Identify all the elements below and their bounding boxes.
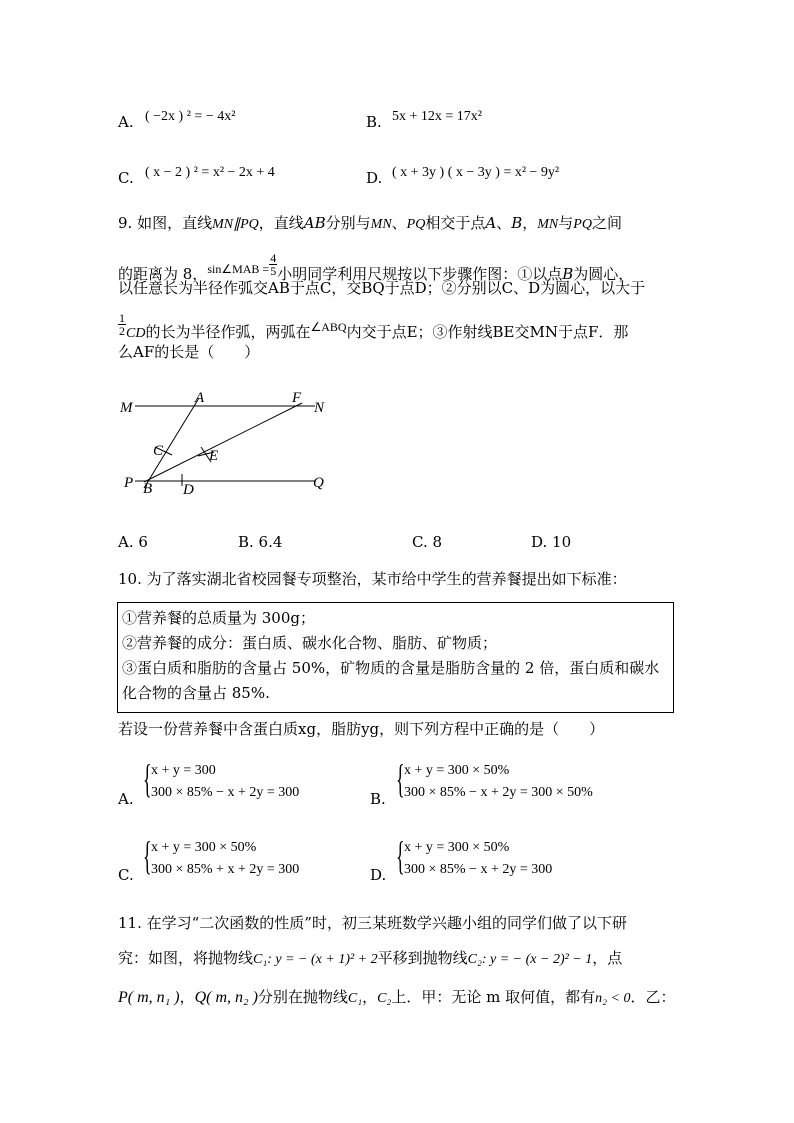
q9-stem-line-3: 以任意长为半径作弧交AB于点C，交BQ于点D；②分别以C、D为圆心，以大于 bbox=[118, 279, 646, 297]
label-b: B bbox=[143, 481, 153, 497]
q9-option-a: A. 6 bbox=[118, 533, 148, 551]
q11-c1-equation: C₁: y = − (x + 1)² + 2 bbox=[253, 952, 378, 967]
q10-option-a-label: A. bbox=[118, 790, 134, 808]
q11-stem-line-3: P( m, n₁ )，Q( m, n₂ )分别在抛物线C₁，C₂上．甲：无论 m 取何值，都有n₂ < 0．乙： bbox=[118, 988, 676, 1006]
q8-option-b-expression: 5x + 12x = 17x² bbox=[392, 109, 482, 124]
q9-stem-line-4: $\frac{1}{2}$ CD的长为半径作弧，两弧在$^{\angle ABQ}$内交于点E；③作射线BE交MN于点F．那 bbox=[119, 311, 629, 341]
q10-stem: 10. 为了落实湖北省校园餐专项整治，某市给中学生的营养餐提出如下标准： bbox=[118, 570, 627, 588]
q9-sin-expression: sin∠MAB = bbox=[207, 262, 270, 276]
label-a: A bbox=[195, 390, 205, 406]
q10-standard-1: ①营养餐的总质量为 300g； bbox=[122, 609, 316, 627]
q8-option-a-expression: ( −2x ) ² = − 4x² bbox=[145, 109, 236, 124]
q11-c2-equation: C₂: y = − (x − 2)² − 1 bbox=[467, 952, 593, 967]
label-c: C bbox=[153, 443, 164, 459]
q11-stem-line-2: 究：如图，将抛物线C₁: y = − (x + 1)² + 2平移到抛物线C₂: y = − (x − 2)² − 1，点 bbox=[118, 949, 623, 967]
q9-stem-line-5: 么AF的长是（ ） bbox=[118, 343, 260, 361]
q10-option-b-label: B. bbox=[370, 790, 386, 808]
q9-stem-line-2: 的距离为 8，$^{sin\angle MAB =}$ $\frac{4}{5}$ 小明同学利用尺规按以下步骤作图：①以点B为圆心， bbox=[118, 251, 634, 283]
label-q: Q bbox=[313, 475, 324, 491]
q10-option-c-label: C. bbox=[118, 866, 134, 884]
label-d: D bbox=[183, 482, 194, 498]
q10-standard-2: ②营养餐的成分：蛋白质、碳水化合物、脂肪、矿物质； bbox=[122, 634, 498, 652]
q9-half-fraction: $\frac{1}{2}$ bbox=[119, 311, 125, 338]
ray-bf bbox=[144, 403, 302, 482]
label-m: M bbox=[120, 400, 133, 416]
q9-option-c: C. 8 bbox=[412, 533, 443, 551]
q8-option-c-expression: ( x − 2 ) ² = x² − 2x + 4 bbox=[145, 165, 275, 180]
q10-standard-3-cont: 化合物的含量占 85%. bbox=[122, 684, 270, 702]
label-p: P bbox=[124, 475, 134, 491]
q10-standard-3: ③蛋白质和脂肪的含量占 50%，矿物质的含量是脂肪含量的 2 倍，蛋白质和碳水 bbox=[122, 659, 660, 677]
q8-option-b-label: B. bbox=[366, 113, 382, 131]
q8-option-d-label: D. bbox=[366, 169, 383, 187]
q10-standards-box bbox=[117, 602, 674, 713]
q8-option-d-expression: ( x + 3y ) ( x − 3y ) = x² − 9y² bbox=[392, 165, 560, 180]
q9-geometry-figure bbox=[115, 385, 340, 500]
q9-stem-line-1: 9. 如图，直线MN∥PQ，直线AB分别与MN、PQ相交于点A、B，MN与PQ之间 bbox=[118, 214, 622, 232]
q10-question: 若设一份营养餐中含蛋白质xg，脂肪yg，则下列方程中正确的是（ ） bbox=[118, 720, 605, 738]
q9-option-d: D. 10 bbox=[531, 533, 572, 551]
q9-option-b: B. 6.4 bbox=[238, 533, 283, 551]
label-n: N bbox=[314, 400, 325, 416]
q8-option-c-label: C. bbox=[118, 169, 134, 187]
label-f: F bbox=[292, 390, 302, 406]
label-e: E bbox=[209, 448, 219, 464]
q9-sin-fraction: $\frac{4}{5}$ bbox=[270, 251, 277, 278]
q10-option-d-label: D. bbox=[370, 866, 387, 884]
q11-stem-line-1: 11. 在学习“二次函数的性质”时，初三某班数学兴趣小组的同学们做了以下研 bbox=[118, 914, 627, 932]
q8-option-a-label: A. bbox=[118, 113, 134, 131]
